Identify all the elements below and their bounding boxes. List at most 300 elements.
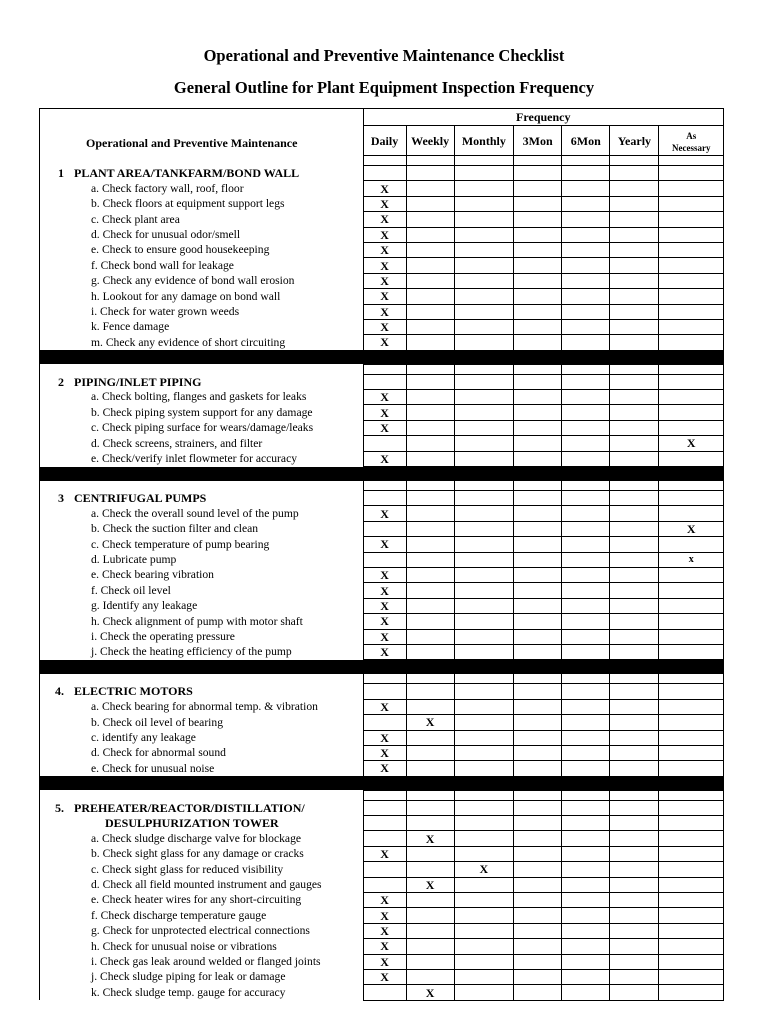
- frequency-mark-as-necessary: [659, 242, 724, 257]
- section-header-cell: [562, 166, 610, 181]
- frequency-mark-weekly: [406, 258, 454, 273]
- frequency-mark-6mon: [562, 908, 610, 923]
- divider-cell: [514, 660, 562, 674]
- frequency-mark-yearly: [610, 644, 659, 659]
- section-header: [40, 684, 364, 699]
- checklist-item-label: [40, 985, 364, 1000]
- spacer-cell: [406, 790, 454, 800]
- frequency-mark-daily: [363, 985, 406, 1000]
- divider-cell: [363, 350, 406, 364]
- frequency-mark-as-necessary: [659, 289, 724, 304]
- section-header-cell: [610, 374, 659, 389]
- frequency-mark-6mon: [562, 181, 610, 196]
- frequency-mark-yearly: [610, 846, 659, 861]
- frequency-mark-as-necessary: [659, 954, 724, 969]
- divider-cell: [40, 660, 364, 674]
- frequency-mark-monthly: [454, 939, 513, 954]
- header-blank: [40, 109, 364, 126]
- frequency-mark-as-necessary: [659, 715, 724, 730]
- item-text: c. Check temperature of pump bearing: [91, 537, 270, 551]
- frequency-mark-3mon: [514, 745, 562, 760]
- frequency-mark-weekly: [406, 335, 454, 350]
- frequency-mark-daily: X: [363, 451, 406, 466]
- checklist-row: [40, 420, 724, 435]
- frequency-mark-yearly: [610, 908, 659, 923]
- as-necessary-line2: Necessary: [671, 142, 711, 153]
- frequency-mark-as-necessary: [659, 730, 724, 745]
- item-text: d. Check for unusual odor/smell: [91, 227, 241, 241]
- frequency-mark-weekly: [406, 304, 454, 319]
- divider-cell: [454, 467, 513, 481]
- frequency-mark-daily: X: [363, 893, 406, 908]
- header-row-columns: [40, 126, 724, 156]
- checklist-row: [40, 969, 724, 984]
- frequency-mark-weekly: [406, 390, 454, 405]
- item-text: c. identify any leakage: [91, 730, 196, 744]
- frequency-mark-3mon: [514, 893, 562, 908]
- frequency-mark-3mon: [514, 583, 562, 598]
- spacer-cell: [454, 156, 513, 166]
- checklist-row: [40, 212, 724, 227]
- spacer-label: [40, 156, 364, 166]
- section-header-cell: [454, 684, 513, 699]
- frequency-mark-monthly: [454, 227, 513, 242]
- section-header-cell: [514, 491, 562, 506]
- frequency-mark-6mon: [562, 893, 610, 908]
- section-spacer: [40, 674, 724, 684]
- frequency-mark-monthly: [454, 969, 513, 984]
- frequency-mark-6mon: [562, 537, 610, 552]
- frequency-mark-yearly: [610, 629, 659, 644]
- checklist-row: [40, 258, 724, 273]
- section-header-cell: [562, 491, 610, 506]
- frequency-mark-yearly: [610, 730, 659, 745]
- item-text: m. Check any evidence of short circuiting: [91, 335, 286, 349]
- frequency-mark-6mon: [562, 831, 610, 846]
- item-text: f. Check oil level: [91, 583, 171, 597]
- frequency-mark-monthly: [454, 506, 513, 521]
- section-header-cell: [610, 684, 659, 699]
- frequency-mark-3mon: [514, 196, 562, 211]
- frequency-mark-as-necessary: [659, 227, 724, 242]
- section-header-cell: [514, 684, 562, 699]
- checklist-row: [40, 985, 724, 1000]
- frequency-mark-monthly: [454, 583, 513, 598]
- frequency-mark-monthly: [454, 552, 513, 567]
- frequency-mark-6mon: [562, 644, 610, 659]
- frequency-mark-6mon: [562, 273, 610, 288]
- frequency-mark-daily: X: [363, 258, 406, 273]
- divider-cell: [610, 776, 659, 790]
- col-header-monthly: Monthly: [454, 126, 513, 156]
- checklist-item-label: [40, 761, 364, 776]
- frequency-mark-daily: X: [363, 923, 406, 938]
- frequency-mark-6mon: [562, 212, 610, 227]
- frequency-mark-weekly: [406, 212, 454, 227]
- section-header-cell: [562, 816, 610, 831]
- frequency-mark-3mon: [514, 730, 562, 745]
- item-text: k. Check sludge temp. gauge for accuracy: [91, 985, 286, 999]
- frequency-mark-daily: X: [363, 954, 406, 969]
- frequency-mark-monthly: [454, 405, 513, 420]
- frequency-mark-as-necessary: [659, 181, 724, 196]
- frequency-mark-weekly: [406, 537, 454, 552]
- section-header-cell: [454, 166, 513, 181]
- checklist-item-label: [40, 196, 364, 211]
- frequency-mark-yearly: [610, 273, 659, 288]
- frequency-mark-yearly: [610, 893, 659, 908]
- checklist-item-label: [40, 258, 364, 273]
- frequency-mark-3mon: [514, 451, 562, 466]
- frequency-mark-as-necessary: [659, 908, 724, 923]
- checklist-row: [40, 521, 724, 536]
- checklist-item-label: [40, 846, 364, 861]
- frequency-mark-as-necessary: [659, 629, 724, 644]
- spacer-cell: [514, 790, 562, 800]
- item-text: i. Check the operating pressure: [91, 629, 235, 643]
- frequency-mark-as-necessary: [659, 923, 724, 938]
- frequency-mark-as-necessary: [659, 598, 724, 613]
- checklist-item-label: [40, 969, 364, 984]
- frequency-mark-yearly: [610, 614, 659, 629]
- frequency-mark-3mon: [514, 614, 562, 629]
- frequency-mark-weekly: [406, 614, 454, 629]
- checklist-row: [40, 629, 724, 644]
- frequency-mark-weekly: [406, 644, 454, 659]
- frequency-mark-as-necessary: [659, 831, 724, 846]
- frequency-mark-6mon: [562, 699, 610, 714]
- frequency-mark-monthly: [454, 304, 513, 319]
- divider-cell: [40, 776, 364, 790]
- frequency-mark-3mon: [514, 969, 562, 984]
- frequency-mark-yearly: [610, 537, 659, 552]
- item-text: d. Lubricate pump: [91, 552, 177, 566]
- frequency-mark-weekly: [406, 761, 454, 776]
- divider-cell: [610, 350, 659, 364]
- checklist-row: [40, 715, 724, 730]
- spacer-cell: [363, 156, 406, 166]
- frequency-mark-yearly: [610, 335, 659, 350]
- spacer-cell: [514, 156, 562, 166]
- section-title: PREHEATER/REACTOR/DISTILLATION/: [74, 800, 305, 815]
- item-text: c. Check plant area: [91, 212, 180, 226]
- frequency-mark-daily: [363, 877, 406, 892]
- item-text: h. Check alignment of pump with motor shaft: [91, 614, 303, 628]
- frequency-mark-3mon: [514, 846, 562, 861]
- frequency-mark-daily: X: [363, 567, 406, 582]
- section-header-row: [40, 816, 724, 831]
- frequency-mark-daily: X: [363, 405, 406, 420]
- frequency-mark-as-necessary: [659, 969, 724, 984]
- frequency-mark-weekly: [406, 699, 454, 714]
- divider-cell: [363, 776, 406, 790]
- checklist-row: [40, 181, 724, 196]
- frequency-mark-yearly: [610, 181, 659, 196]
- section-header-cell: [406, 491, 454, 506]
- frequency-mark-as-necessary: [659, 304, 724, 319]
- spacer-cell: [363, 790, 406, 800]
- frequency-mark-as-necessary: [659, 335, 724, 350]
- frequency-mark-6mon: [562, 196, 610, 211]
- frequency-mark-yearly: [610, 939, 659, 954]
- section-header-cell: [514, 800, 562, 815]
- frequency-mark-3mon: [514, 908, 562, 923]
- frequency-mark-weekly: [406, 567, 454, 582]
- section-header-cell: [406, 374, 454, 389]
- checklist-item-label: [40, 908, 364, 923]
- section-title: ELECTRIC MOTORS: [74, 684, 193, 699]
- section-number: 1: [58, 165, 64, 180]
- frequency-mark-yearly: [610, 923, 659, 938]
- frequency-mark-daily: X: [363, 908, 406, 923]
- frequency-mark-3mon: [514, 629, 562, 644]
- item-text: e. Check heater wires for any short-circuiting: [91, 893, 302, 907]
- divider-cell: [454, 660, 513, 674]
- spacer-cell: [659, 481, 724, 491]
- section-title: PIPING/INLET PIPING: [74, 374, 202, 389]
- item-text: j. Check sludge piping for leak or damage: [91, 970, 286, 984]
- checklist-item-label: [40, 699, 364, 714]
- divider-cell: [514, 350, 562, 364]
- divider-cell: [562, 776, 610, 790]
- frequency-mark-daily: X: [363, 629, 406, 644]
- divider-cell: [562, 350, 610, 364]
- frequency-mark-6mon: [562, 954, 610, 969]
- checklist-row: [40, 319, 724, 334]
- item-text: a. Check the overall sound level of the pump: [91, 506, 299, 520]
- frequency-mark-monthly: [454, 877, 513, 892]
- checklist-item-label: [40, 273, 364, 288]
- frequency-mark-monthly: [454, 598, 513, 613]
- item-text: a. Check factory wall, roof, floor: [91, 181, 244, 195]
- frequency-mark-as-necessary: [659, 846, 724, 861]
- section-header-cell: [363, 374, 406, 389]
- frequency-mark-daily: X: [363, 420, 406, 435]
- section-header: [40, 491, 364, 506]
- frequency-mark-daily: [363, 552, 406, 567]
- spacer-cell: [363, 674, 406, 684]
- section-header-cell: [659, 374, 724, 389]
- frequency-mark-6mon: [562, 258, 610, 273]
- col-header-yearly: Yearly: [610, 126, 659, 156]
- spacer-cell: [659, 156, 724, 166]
- item-text: b. Check piping system support for any damage: [91, 405, 313, 419]
- spacer-cell: [406, 481, 454, 491]
- item-text: e. Check for unusual noise: [91, 761, 215, 775]
- divider-cell: [514, 467, 562, 481]
- spacer-cell: [406, 674, 454, 684]
- section-title: PLANT AREA/TANKFARM/BOND WALL: [74, 165, 300, 180]
- frequency-mark-as-necessary: [659, 862, 724, 877]
- section-header-cell: [610, 800, 659, 815]
- frequency-mark-weekly: [406, 521, 454, 536]
- frequency-mark-daily: X: [363, 335, 406, 350]
- divider-cell: [659, 350, 724, 364]
- divider-cell: [363, 660, 406, 674]
- frequency-mark-6mon: [562, 745, 610, 760]
- divider-cell: [562, 467, 610, 481]
- divider-cell: [454, 776, 513, 790]
- frequency-mark-monthly: [454, 273, 513, 288]
- checklist-item-label: [40, 521, 364, 536]
- frequency-mark-yearly: [610, 552, 659, 567]
- frequency-mark-daily: X: [363, 939, 406, 954]
- item-text: h. Lookout for any damage on bond wall: [91, 289, 281, 303]
- spacer-label: [40, 481, 364, 491]
- divider-cell: [363, 467, 406, 481]
- spacer-cell: [454, 674, 513, 684]
- frequency-mark-3mon: [514, 831, 562, 846]
- frequency-mark-daily: X: [363, 537, 406, 552]
- frequency-mark-yearly: [610, 506, 659, 521]
- frequency-header: Frequency: [363, 109, 723, 126]
- frequency-mark-yearly: [610, 761, 659, 776]
- frequency-mark-weekly: [406, 954, 454, 969]
- item-text: h. Check for unusual noise or vibrations: [91, 939, 277, 953]
- frequency-mark-monthly: [454, 745, 513, 760]
- frequency-mark-6mon: [562, 846, 610, 861]
- frequency-mark-monthly: [454, 715, 513, 730]
- section-header-cell: [659, 684, 724, 699]
- frequency-mark-daily: X: [363, 614, 406, 629]
- frequency-mark-daily: X: [363, 730, 406, 745]
- frequency-mark-6mon: [562, 506, 610, 521]
- section-header: [40, 800, 364, 815]
- checklist-item-label: [40, 242, 364, 257]
- frequency-mark-as-necessary: X: [659, 521, 724, 536]
- checklist-item-label: [40, 227, 364, 242]
- item-text: f. Check discharge temperature gauge: [91, 908, 267, 922]
- checklist-row: [40, 877, 724, 892]
- frequency-mark-3mon: [514, 567, 562, 582]
- frequency-mark-monthly: [454, 730, 513, 745]
- frequency-mark-weekly: [406, 242, 454, 257]
- frequency-mark-weekly: [406, 629, 454, 644]
- spacer-cell: [562, 674, 610, 684]
- frequency-mark-6mon: [562, 451, 610, 466]
- frequency-mark-monthly: [454, 390, 513, 405]
- frequency-mark-yearly: [610, 451, 659, 466]
- frequency-mark-weekly: [406, 227, 454, 242]
- checklist-row: [40, 390, 724, 405]
- section-spacer: [40, 156, 724, 166]
- frequency-mark-6mon: [562, 877, 610, 892]
- section-title: CENTRIFUGAL PUMPS: [74, 490, 207, 505]
- frequency-mark-yearly: [610, 289, 659, 304]
- item-text: g. Check for unprotected electrical connections: [91, 924, 310, 938]
- spacer-cell: [454, 364, 513, 374]
- frequency-mark-monthly: [454, 319, 513, 334]
- frequency-mark-monthly: [454, 644, 513, 659]
- frequency-mark-weekly: [406, 939, 454, 954]
- divider-cell: [562, 660, 610, 674]
- frequency-mark-weekly: [406, 730, 454, 745]
- checklist-item-label: [40, 212, 364, 227]
- frequency-mark-as-necessary: [659, 877, 724, 892]
- frequency-mark-as-necessary: [659, 506, 724, 521]
- checklist-item-label: [40, 831, 364, 846]
- checklist-row: [40, 227, 724, 242]
- frequency-mark-yearly: [610, 583, 659, 598]
- divider-cell: [610, 467, 659, 481]
- section-header-cell: [406, 800, 454, 815]
- checklist-table: [39, 108, 724, 1001]
- item-text: e. Check bearing vibration: [91, 568, 214, 582]
- section-spacer: [40, 364, 724, 374]
- frequency-mark-6mon: [562, 227, 610, 242]
- frequency-mark-as-necessary: [659, 405, 724, 420]
- section-header-cell: [514, 374, 562, 389]
- section-header-cell: [454, 491, 513, 506]
- frequency-mark-weekly: [406, 506, 454, 521]
- frequency-mark-weekly: [406, 420, 454, 435]
- item-text: e. Check to ensure good housekeeping: [91, 243, 270, 257]
- frequency-mark-monthly: [454, 196, 513, 211]
- spacer-cell: [562, 481, 610, 491]
- checklist-item-label: [40, 567, 364, 582]
- frequency-mark-6mon: [562, 985, 610, 1000]
- checklist-item-label: [40, 715, 364, 730]
- checklist-row: [40, 451, 724, 466]
- frequency-mark-6mon: [562, 761, 610, 776]
- frequency-mark-3mon: [514, 598, 562, 613]
- checklist-item-label: [40, 289, 364, 304]
- frequency-mark-monthly: [454, 699, 513, 714]
- document-subtitle: General Outline for Plant Equipment Inspection Frequency: [173, 78, 595, 97]
- frequency-mark-monthly: [454, 212, 513, 227]
- section-header-cell: [454, 816, 513, 831]
- frequency-mark-daily: X: [363, 242, 406, 257]
- frequency-mark-daily: X: [363, 196, 406, 211]
- frequency-mark-daily: X: [363, 289, 406, 304]
- frequency-mark-weekly: [406, 436, 454, 451]
- frequency-mark-monthly: [454, 567, 513, 582]
- frequency-mark-yearly: [610, 521, 659, 536]
- frequency-mark-monthly: [454, 537, 513, 552]
- checklist-row: [40, 954, 724, 969]
- item-text: d. Check all field mounted instrument and gauges: [91, 878, 322, 892]
- checklist-body: [40, 109, 724, 1001]
- frequency-mark-3mon: [514, 227, 562, 242]
- frequency-mark-6mon: [562, 567, 610, 582]
- checklist-item-label: [40, 390, 364, 405]
- frequency-mark-6mon: [562, 598, 610, 613]
- checklist-item-label: [40, 629, 364, 644]
- frequency-mark-monthly: [454, 181, 513, 196]
- spacer-cell: [454, 481, 513, 491]
- frequency-mark-6mon: [562, 242, 610, 257]
- section-header-cell: [514, 816, 562, 831]
- frequency-mark-3mon: [514, 862, 562, 877]
- frequency-mark-daily: X: [363, 598, 406, 613]
- checklist-row: [40, 644, 724, 659]
- frequency-mark-daily: X: [363, 181, 406, 196]
- frequency-mark-as-necessary: [659, 761, 724, 776]
- checklist-item-label: [40, 614, 364, 629]
- checklist-item-label: [40, 436, 364, 451]
- section-header-row: [40, 491, 724, 506]
- col-header-weekly: Weekly: [406, 126, 454, 156]
- frequency-mark-6mon: [562, 730, 610, 745]
- frequency-mark-as-necessary: [659, 745, 724, 760]
- checklist-row: [40, 614, 724, 629]
- frequency-mark-6mon: [562, 862, 610, 877]
- frequency-mark-daily: [363, 831, 406, 846]
- frequency-mark-weekly: [406, 451, 454, 466]
- divider-cell: [659, 776, 724, 790]
- spacer-cell: [406, 156, 454, 166]
- frequency-mark-yearly: [610, 212, 659, 227]
